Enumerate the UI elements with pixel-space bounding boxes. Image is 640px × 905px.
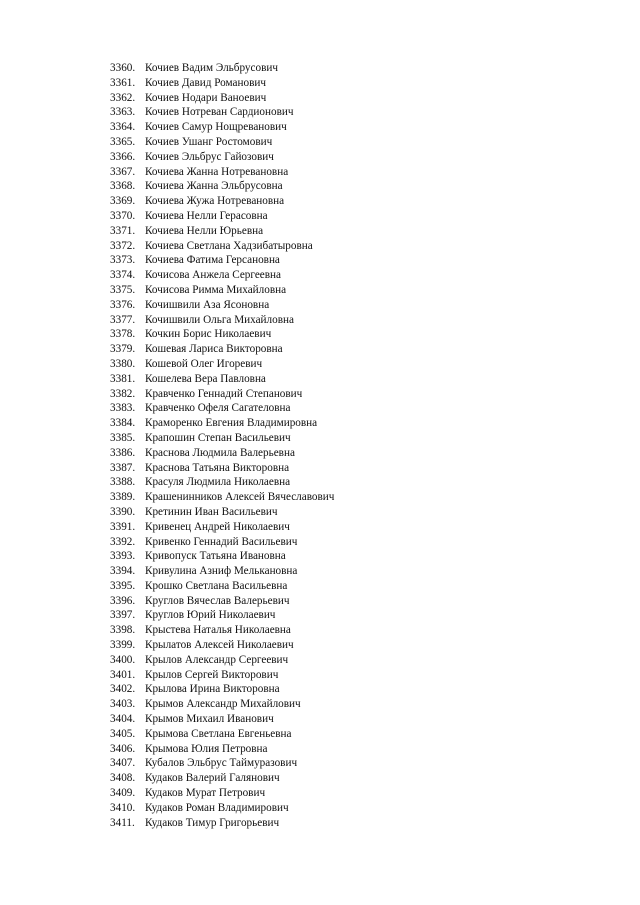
entry-number: 3374. [110,269,136,282]
entry-number: 3369. [110,195,136,208]
entry-name: Кудаков Мурат Петрович [145,787,266,800]
list-item [110,239,334,254]
list-item [110,179,334,194]
entry-name: Круглов Юрий Николаевич [145,609,276,622]
entry-name: Кочиева Жужа Нотревановна [145,195,285,208]
entry-name: Кочиева Нелли Герасовна [145,209,268,222]
entry-number: 3391. [110,520,136,533]
entry-number: 3363. [110,106,136,119]
numbered-name-list [110,61,334,830]
entry-number: 3360. [110,62,136,74]
list-item [110,283,334,298]
entry-number: 3362. [110,91,136,104]
entry-name: Крымов Михаил Иванович [145,713,274,726]
entry-number: 3399. [110,639,136,652]
entry-number: 3401. [110,668,136,681]
entry-name: Кочиев Ушанг Ростомович [145,135,273,148]
list-item [110,209,334,224]
entry-number: 3405. [110,727,136,740]
list-item [110,564,334,579]
entry-number: 3402. [110,683,136,696]
entry-name: Крылов Сергей Викторович [145,668,279,681]
entry-name: Кочиева Фатима Герсановна [145,254,280,267]
entry-name: Кравченко Офеля Сагателовна [145,402,291,415]
entry-number: 3371. [110,224,136,237]
entry-name: Кочиева Жанна Эльбрусовна [145,180,283,193]
entry-name: Кочисова Анжела Сергеевна [145,269,282,282]
list-item [110,756,334,771]
entry-name: Круглов Вячеслав Валерьевич [145,594,290,607]
list-item [110,682,334,697]
entry-number: 3361. [110,76,136,89]
entry-number: 3410. [110,801,136,814]
entry-number: 3386. [110,446,136,459]
entry-name: Кочиев Самур Нощреванович [145,121,287,134]
entry-name: Кочиева Жанна Нотревановна [145,165,289,178]
entry-number: 3377. [110,313,136,326]
entry-name: Кошевой Олег Игоревич [145,357,263,370]
entry-number: 3400. [110,653,136,666]
entry-name: Кудаков Роман Владимирович [145,801,289,814]
list-item [110,727,334,742]
entry-number: 3390. [110,505,136,518]
entry-name: Крымова Светлана Евгеньевна [145,727,292,740]
entry-number: 3385. [110,431,136,444]
entry-name: Кочиев Нодари Ваноевич [145,91,267,104]
entry-number: 3378. [110,328,136,341]
entry-name: Кочиева Светлана Хадзибатыровна [145,239,313,252]
entry-number: 3382. [110,387,136,400]
entry-number: 3372. [110,239,136,252]
entry-number: 3387. [110,461,136,474]
entry-number: 3370. [110,209,136,222]
entry-number: 3383. [110,402,136,415]
list-item [110,387,334,402]
list-item [110,801,334,816]
list-item [110,327,334,342]
entry-name: Кравченко Геннадий Степанович [145,387,303,400]
list-item [110,61,334,76]
entry-name: Крымова Юлия Петровна [145,742,268,755]
list-item [110,401,334,416]
list-item [110,520,334,535]
list-item [110,490,334,505]
entry-name: Кудаков Тимур Григорьевич [145,816,280,829]
list-item [110,475,334,490]
entry-number: 3373. [110,254,136,267]
entry-name: Крылова Ирина Викторовна [145,683,280,696]
entry-number: 3392. [110,535,136,548]
list-item [110,416,334,431]
list-item [110,579,334,594]
entry-number: 3368. [110,180,136,193]
list-item [110,253,334,268]
entry-name: Кочиев Нотреван Сардионович [145,106,294,119]
entry-name: Кошевая Лариса Викторовна [145,343,283,356]
entry-name: Кочишвили Ольга Михайловна [145,313,294,326]
list-item [110,594,334,609]
list-item [110,313,334,328]
list-item [110,653,334,668]
entry-name: Кочиев Давид Романович [145,76,266,89]
entry-name: Кудаков Валерий Галянович [145,772,280,785]
list-item [110,224,334,239]
entry-name: Кочиев Вадим Эльбрусович [145,62,278,74]
list-item [110,357,334,372]
entry-name: Крапошин Степан Васильевич [145,431,291,444]
entry-number: 3403. [110,698,136,711]
entry-number: 3376. [110,298,136,311]
entry-name: Крылатов Алексей Николаевич [145,639,294,652]
list-item [110,194,334,209]
list-item [110,668,334,683]
list-item [110,505,334,520]
list-item [110,91,334,106]
entry-number: 3411. [110,816,135,829]
entry-name: Кочиев Эльбрус Гайозович [145,150,274,163]
entry-number: 3388. [110,476,136,489]
entry-name: Кривенко Геннадий Васильевич [145,535,298,548]
entry-number: 3398. [110,624,136,637]
list-item [110,535,334,550]
entry-number: 3395. [110,579,136,592]
list-item [110,150,334,165]
entry-number: 3409. [110,787,136,800]
entry-number: 3365. [110,135,136,148]
entry-number: 3379. [110,343,136,356]
entry-number: 3394. [110,565,136,578]
list-item [110,105,334,120]
list-item [110,446,334,461]
entry-number: 3397. [110,609,136,622]
list-item [110,786,334,801]
entry-name: Крашенинников Алексей Вячеславович [145,491,335,504]
entry-name: Кретинин Иван Васильевич [145,505,278,518]
entry-number: 3366. [110,150,136,163]
entry-number: 3389. [110,491,136,504]
entry-name: Кубалов Эльбрус Таймуразович [145,757,298,770]
list-item [110,742,334,757]
entry-name: Краснова Татьяна Викторовна [145,461,290,474]
entry-number: 3367. [110,165,136,178]
list-item [110,712,334,727]
entry-name: Крылов Александр Сергеевич [145,653,289,666]
entry-number: 3408. [110,772,136,785]
list-item [110,120,334,135]
entry-name: Кочишвили Аза Ясоновна [145,298,270,311]
entry-name: Крошко Светлана Васильевна [145,579,288,592]
entry-number: 3375. [110,283,136,296]
list-item [110,165,334,180]
entry-number: 3406. [110,742,136,755]
list-item [110,76,334,91]
list-item [110,623,334,638]
list-item [110,697,334,712]
entry-name: Кривенец Андрей Николаевич [145,520,290,533]
entry-number: 3407. [110,757,136,770]
list-item [110,638,334,653]
entry-name: Кочисова Римма Михайловна [145,283,287,296]
entry-number: 3396. [110,594,136,607]
list-item [110,461,334,476]
entry-name: Кочкин Борис Николаевич [145,328,272,341]
entry-name: Кривопуск Татьяна Ивановна [145,550,286,563]
list-item [110,771,334,786]
entry-number: 3393. [110,550,136,563]
entry-name: Кривулина Азниф Мелькановна [145,565,298,578]
entry-number: 3384. [110,417,136,430]
entry-name: Красуля Людмила Николаевна [145,476,291,489]
entry-number: 3364. [110,121,136,134]
entry-name: Краснова Людмила Валерьевна [145,446,295,459]
entry-number: 3404. [110,713,136,726]
entry-name: Краморенко Евгения Владимировна [145,417,318,430]
entry-name: Кочиева Нелли Юрьевна [145,224,264,237]
entry-name: Крыстева Наталья Николаевна [145,624,291,637]
list-item [110,431,334,446]
list-item [110,549,334,564]
entry-number: 3380. [110,357,136,370]
list-item [110,268,334,283]
list-item [110,816,334,831]
list-item [110,372,334,387]
entry-name: Кошелева Вера Павловна [145,372,266,385]
entry-number: 3381. [110,372,136,385]
list-item [110,342,334,357]
list-item [110,608,334,623]
entry-name: Крымов Александр Михайлович [145,698,301,711]
list-item [110,135,334,150]
list-item [110,298,334,313]
